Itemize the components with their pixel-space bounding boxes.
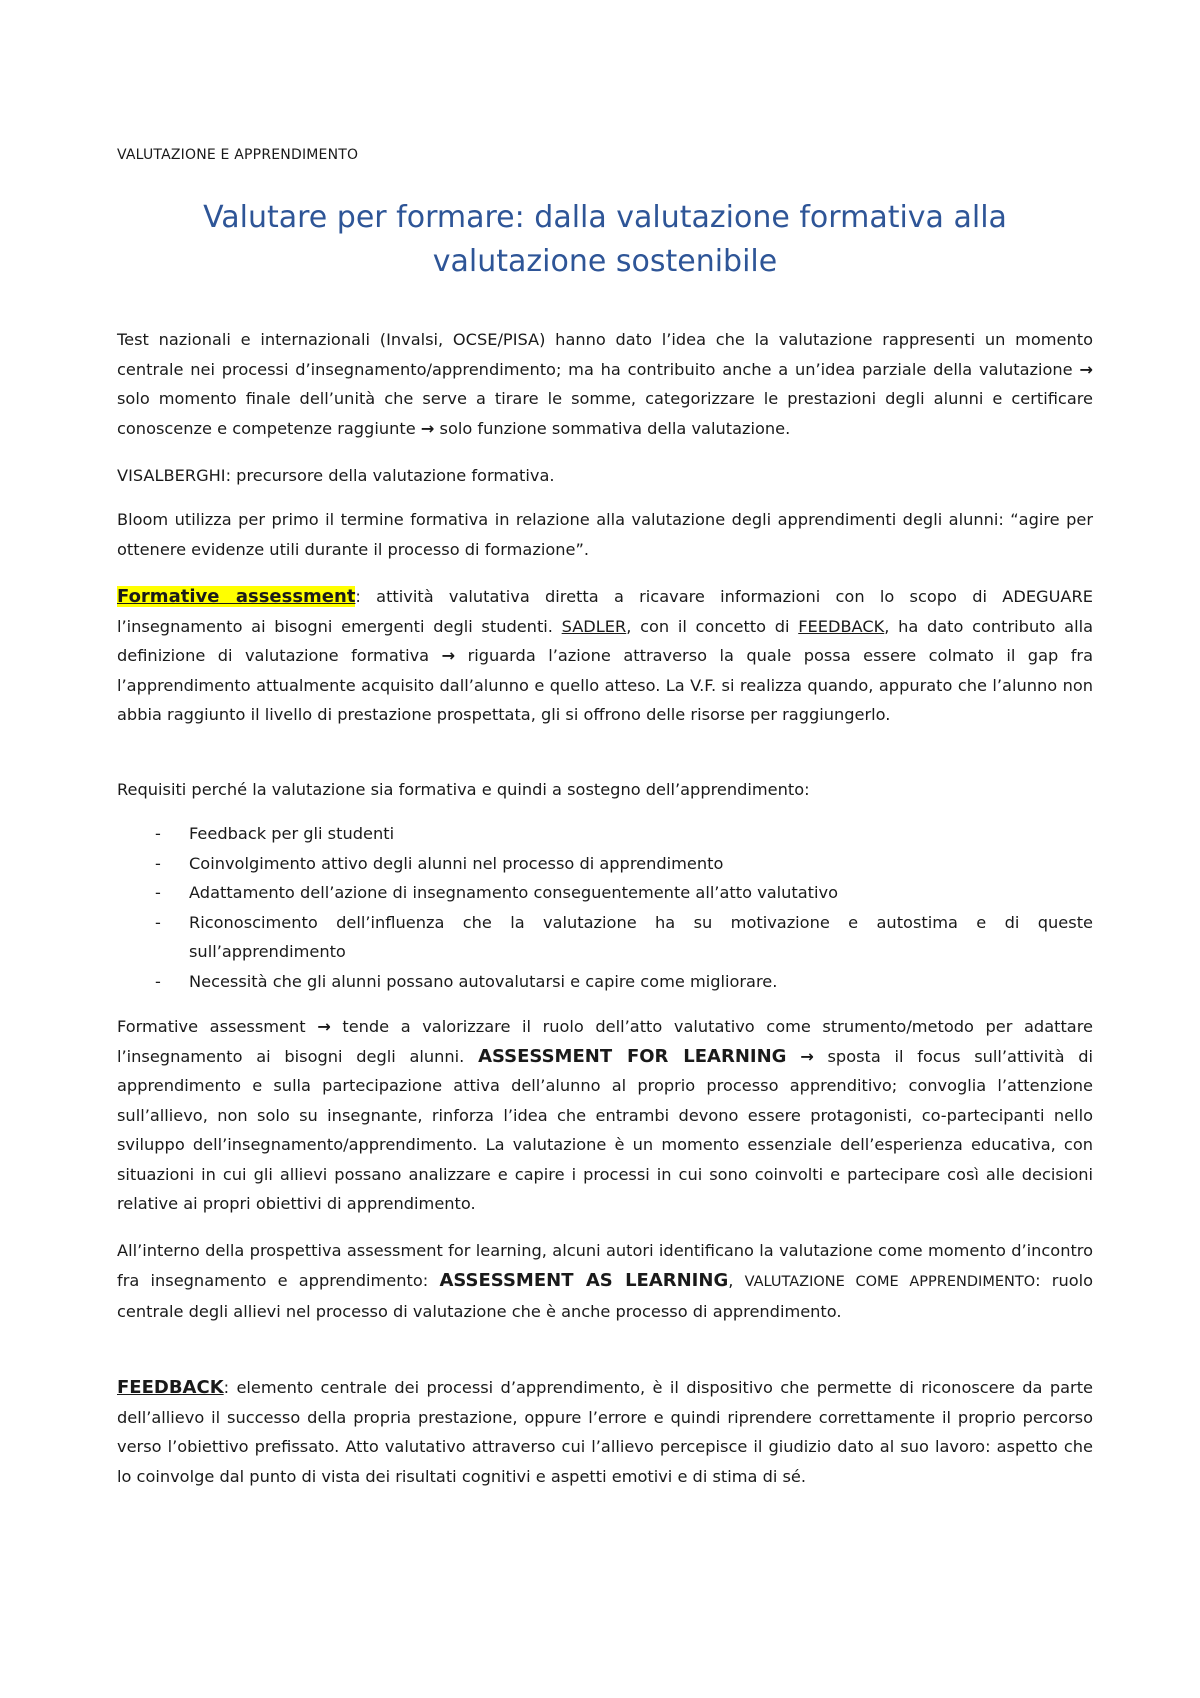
p6-text-c: sposta il focus sull’attività di apprendimento e sulla partecipazione attiva dell’alunno al proprio processo apprenditivo; convoglia l’attenzione sull’allievo, non solo su insegnante, rinforza l’idea che entrambi devono essere protagonisti, co-partecipanti nello sviluppo dell’insegnamento/apprendimento. La valutazione è un momento essenziale dell’esperienza educativa, con situazioni in cui gli allievi possano analizzare e capire i processi in cui sono coinvolti e partecipare così alle decisioni relative ai propri obiettivi di apprendimento. (117, 1046, 1094, 1213)
feedback-heading-term: FEEDBACK (117, 1377, 224, 1398)
arrow-icon: → (1079, 359, 1093, 379)
sadler-term: SADLER (561, 616, 627, 636)
p1-text-a: Test nazionali e internazionali (Invalsi, OCSE/PISA) hanno dato l’idea che la valutazione rappresenti un momento centrale nei processi d’insegnamento/apprendimento; ma ha contribuito anche a un’idea parziale della valutazione (117, 330, 1093, 379)
paragraph-assessment-for-learning (117, 1012, 1093, 1219)
list-item-text: Coinvolgimento attivo degli alunni nel processo di apprendimento (189, 853, 724, 873)
p4-text-c: , ha dato contributo alla definizione di valutazione formativa (117, 616, 1093, 665)
p7-text-b: , (728, 1270, 745, 1290)
list-item (117, 819, 1093, 849)
list-dash: - (155, 824, 161, 843)
feedback-term: FEEDBACK (798, 616, 885, 636)
paragraph-formative-assessment (117, 582, 1093, 730)
paragraph-requisiti: Requisiti perché la valutazione sia formativa e quindi a sostegno dell’apprendimento: (117, 780, 810, 799)
list-item (117, 908, 1093, 967)
p7-text-a: All’interno della prospettiva assessment for learning, alcuni autori identificano la valutazione come momento d’incontro fra insegnamento e apprendimento: (117, 1241, 1093, 1290)
p4-text-a: : attività valutativa diretta a ricavare informazioni con lo scopo di ADEGUARE l’insegnamento ai bisogni emergenti degli studenti. (117, 587, 1093, 636)
document-header-label: VALUTAZIONE E APPRENDIMENTO (117, 147, 359, 163)
p1-text-b: solo momento finale dell’unità che serve a tirare le somme, categorizzare le prestazioni degli alunni e certificare conoscenze e competenze raggiunte (117, 389, 1093, 438)
requirements-list (117, 819, 1093, 996)
list-dash: - (155, 971, 161, 991)
valutazione-come-apprendimento-term: VALUTAZIONE COME APPRENDIMENTO (744, 1273, 1036, 1290)
list-item-text: Necessità che gli alunni possano autovalutarsi e capire come migliorare. (189, 971, 778, 991)
arrow-icon: → (800, 1046, 814, 1066)
p7-text-c: : ruolo centrale degli allievi nel processo di valutazione che è anche processo di apprendimento. (117, 1270, 1094, 1321)
p4-text-b: , con il concetto di (626, 616, 799, 636)
paragraph-test-nazionali (117, 325, 1093, 443)
p4-text-d: riguarda l’azione attraverso la quale possa essere colmato il gap fra l’apprendimento attualmente acquisito dall’alunno e quello atteso. La V.F. si realizza quando, appurato che l’alunno non abbia raggiunto il livello di prestazione prospettata, gli si offrono delle risorse per raggiungerlo. (117, 646, 1093, 724)
list-item (117, 967, 1093, 997)
paragraph-visalberghi: VISALBERGHI: precursore della valutazione formativa. (117, 466, 555, 485)
list-dash: - (155, 912, 161, 932)
list-item (117, 849, 1093, 879)
assessment-for-learning-term: ASSESSMENT FOR LEARNING (478, 1045, 787, 1067)
arrow-icon: → (317, 1017, 331, 1036)
document-title: Valutare per formare: dalla valutazione formativa alla valutazione sostenibile (203, 200, 1007, 279)
list-item-text: Adattamento dell’azione di insegnamento conseguentemente all’atto valutativo (189, 883, 838, 902)
document-page (117, 0, 1093, 1698)
paragraph-assessment-as-learning (117, 1236, 1093, 1327)
list-item (117, 878, 1093, 908)
list-item-text: Feedback per gli studenti (189, 824, 395, 843)
p6-text-a: Formative assessment (117, 1017, 318, 1036)
assessment-as-learning-term: ASSESSMENT AS LEARNING (439, 1269, 729, 1291)
p8-text-a: : elemento centrale dei processi d’apprendimento, è il dispositivo che permette di riconoscere da parte dell’allievo il successo della propria prestazione, oppure l’errore e quindi riprendere correttamente il proprio percorso verso l’obiettivo prefissato. Atto valutativo attraverso cui l’allievo percepisce il giudizio dato al suo lavoro: aspetto che lo coinvolge dal punto di vista dei risultati cognitivi e aspetti emotivi e di stima di sé. (117, 1378, 1093, 1486)
list-dash: - (155, 853, 161, 873)
paragraph-feedback (117, 1373, 1093, 1491)
highlighted-term-formative-assessment: Formative assessment (117, 586, 356, 607)
p6-text-b: tende a valorizzare il ruolo dell’atto valutativo come strumento/metodo per adattare l’insegnamento ai bisogni degli alunni. (117, 1017, 1093, 1066)
arrow-icon: → (441, 646, 456, 665)
list-item-text: Riconoscimento dell’influenza che la valutazione ha su motivazione e autostima e di queste sull’apprendimento (189, 912, 1093, 961)
p1-text-c: solo funzione sommativa della valutazione. (434, 418, 791, 438)
list-dash: - (155, 883, 161, 902)
paragraph-bloom: Bloom utilizza per primo il termine formativa in relazione alla valutazione degli apprendimenti degli alunni: “agire per ottenere evidenze utili durante il processo di formazione”. (117, 510, 1093, 559)
arrow-icon: → (420, 418, 435, 438)
